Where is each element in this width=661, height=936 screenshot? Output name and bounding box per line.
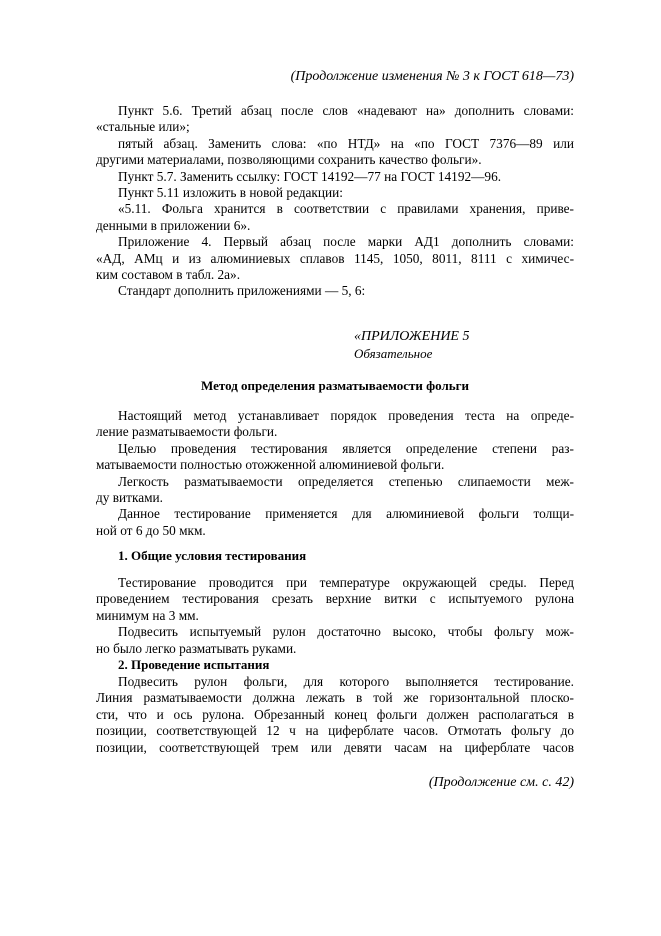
section-2-body: [96, 674, 574, 756]
amendment-paragraph-5-11: [96, 185, 574, 201]
text-line: минимум на 3 мм.: [96, 607, 199, 623]
method-intro-block: [96, 408, 574, 539]
text-line: Тестирование проводится при температуре окружающей среды. Перед: [118, 575, 574, 590]
text-line: Подвесить испытуемый рулон достаточно высоко, чтобы фольгу мож-: [118, 624, 574, 640]
text-line: пятый абзац. Заменить слова: «по НТД» на «по ГОСТ 7376—89 или: [118, 135, 574, 151]
section-1-body: [96, 575, 574, 657]
text-line: Пункт 5.7. Заменить ссылку: ГОСТ 14192—77 на ГОСТ 14192—96.: [118, 168, 502, 184]
amendment-block: [96, 103, 574, 300]
amendment-paragraph-5-6: [96, 103, 574, 136]
text-line: ду витками.: [96, 490, 163, 506]
text-line: Пункт 5.6. Третий абзац после слов «надевают на» дополнить словами:: [118, 103, 574, 118]
section-1-title: 1. Общие условия тестирования: [118, 548, 307, 563]
text-line: другими материалами, позволяющими сохранить качество фольги».: [96, 152, 482, 168]
text-line: ление разматываемости фольги.: [96, 424, 278, 440]
text-line: «стальные или»;: [96, 119, 190, 135]
amendment-paragraph-5-7: [96, 169, 574, 185]
text-line: позиции, соответствующей трем или девяти часам на циферблате часов: [96, 739, 574, 755]
text-line: Данное тестирование применяется для алюминиевой фольги толщи-: [118, 506, 574, 522]
amendment-paragraph-5-11-text: [96, 201, 574, 234]
text-line: матываемости полностью отожженной алюминиевой фольги.: [96, 457, 445, 473]
text-line: Линия разматываемости должна лежать в той же горизонтальной плоско-: [96, 690, 574, 706]
appendix-status: Обязательное: [354, 346, 433, 361]
section-2-title: 2. Проведение испытания: [118, 657, 270, 672]
section-2-paragraph: [96, 674, 574, 756]
section-2: [96, 657, 574, 673]
text-line: сти, что и ось рулона. Обрезанный конец фольги должен располагаться в: [96, 706, 574, 722]
section-1-paragraph: [96, 575, 574, 624]
text-line: позиции, соответствующей 12 ч на циферблате часов. Отмотать фольгу до: [96, 723, 574, 739]
text-line: Подвесить рулон фольги, для которого выполняется тестирование.: [118, 674, 574, 689]
amendment-paragraph-add-appendices: [96, 283, 574, 299]
method-paragraph: [96, 506, 574, 539]
method-paragraph: [96, 441, 574, 474]
continuation-footer: (Продолжение см. с. 42): [428, 775, 574, 790]
text-line: «АД, АМц и из алюминиевых сплавов 1145, 1050, 8011, 8111 с химичес-: [96, 250, 574, 266]
text-line: Стандарт дополнить приложениями — 5, 6:: [118, 283, 366, 299]
text-line: Приложение 4. Первый абзац после марки АД1 дополнить словами:: [118, 234, 574, 250]
section-1-paragraph: [96, 624, 574, 657]
section-1: [96, 548, 574, 564]
text-line: денными в приложении 6».: [96, 217, 251, 233]
text-line: Пункт 5.11 изложить в новой редакции:: [118, 185, 343, 201]
text-line: проведением тестирования срезать верхние витки с испытуемого рулона: [96, 591, 574, 607]
text-line: Целью проведения тестирования является определение степени раз-: [118, 440, 574, 456]
method-title: Метод определения разматываемости фольги: [200, 378, 470, 393]
appendix-title: «ПРИЛОЖЕНИЕ 5: [354, 329, 470, 344]
continuation-header: (Продолжение изменения № 3 к ГОСТ 618—73): [290, 69, 574, 84]
text-line: ким составом в табл. 2а».: [96, 267, 241, 283]
text-line: но было легко разматывать руками.: [96, 640, 297, 656]
text-line: Настоящий метод устанавливает порядок проведения теста на опреде-: [118, 408, 574, 423]
method-paragraph: [96, 408, 574, 441]
text-line: Легкость разматываемости определяется степенью слипаемости меж-: [118, 473, 574, 489]
method-paragraph: [96, 474, 574, 507]
amendment-paragraph-fifth: [96, 136, 574, 169]
text-line: «5.11. Фольга хранится в соответствии с правилами хранения, приве-: [118, 201, 574, 217]
amendment-paragraph-appendix-4: [96, 234, 574, 283]
text-line: ной от 6 до 50 мкм.: [96, 522, 206, 538]
